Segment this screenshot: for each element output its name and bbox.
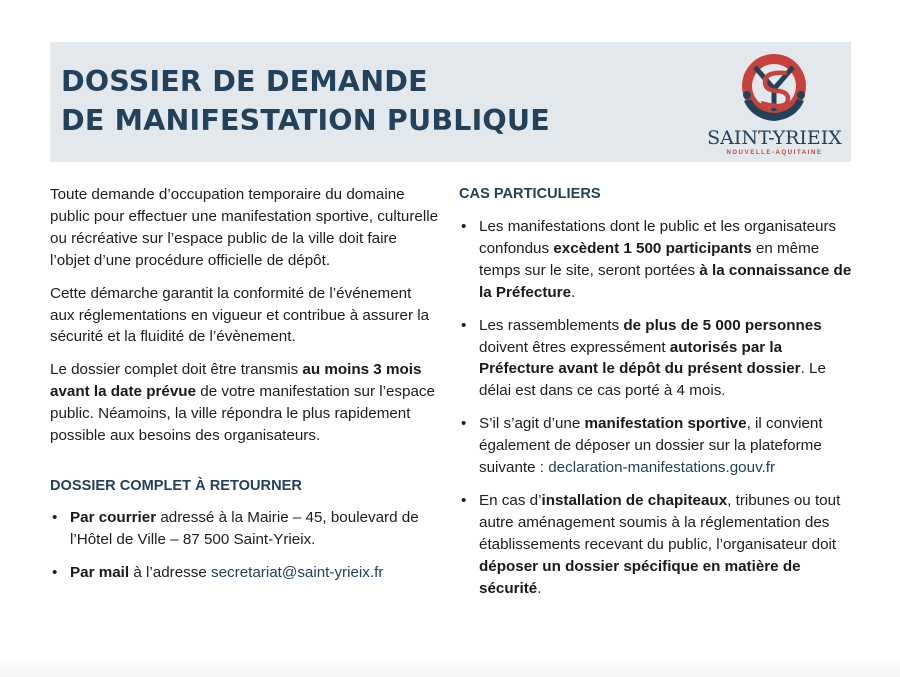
case3-text-a: S’il s’agit d’une [479, 415, 585, 433]
saint-yrieix-logo-icon [707, 49, 842, 129]
header-banner [50, 42, 851, 162]
left-column [50, 184, 440, 595]
deadline-emphasis: au moins 3 mois avant la date prévue [50, 361, 422, 401]
case2-text-c: doivent êtres expressément [479, 338, 670, 356]
email-link[interactable]: secretariat@saint-yrieix.fr [211, 563, 384, 581]
case2-emph-d: autorisés par la Préfecture avant le dépôt du présent dossier [479, 338, 801, 378]
intro-paragraph: Toute demande d’occupation temporaire du domaine public pour effectuer une manifestation sportive, culturelle ou récréative sur l’espace public de la ville doit faire l’objet d’une procédure officielle de dépôt. [50, 186, 439, 269]
case4-emph-b: installation de chapiteaux [541, 491, 728, 509]
title-line-2: DE MANIFESTATION PUBLIQUE [61, 104, 550, 137]
deadline-paragraph [50, 359, 440, 447]
list-item [50, 507, 440, 551]
deadline-text-1: Le dossier complet doit être transmis [50, 361, 303, 379]
case2-text-e: . Le délai est dans ce cas porté à 4 mois. [479, 360, 826, 400]
return-method-list [50, 507, 440, 584]
special-cases-title: CAS PARTICULIERS [459, 186, 601, 202]
deadline-text-2: de votre manifestation sur l’espace public. Néamoins, la ville répondra le plus rapidement possible aux besoins des organisateurs. [50, 383, 435, 445]
city-logo [707, 49, 842, 159]
case3-text-c: , il convient également de déposer un dossier sur la plateforme suivante : [479, 415, 823, 477]
email-text: à l’adresse [129, 563, 211, 581]
list-item [459, 216, 854, 304]
right-column [459, 184, 854, 611]
case2-text-a: Les rassemblements [479, 316, 624, 334]
page-bottom-edge [0, 657, 900, 677]
email-method-label: Par mail [70, 563, 130, 581]
list-item [459, 490, 854, 600]
list-item [50, 562, 440, 584]
case1-emph-b: excèdent 1 500 participants [553, 239, 752, 257]
list-item [459, 315, 854, 403]
case1-text-c: en même temps sur le site, seront portées [479, 239, 820, 279]
logo-region-name: NOUVELLE-AQUITAINE [726, 150, 823, 156]
case3-emph-b: manifestation sportive [584, 415, 747, 433]
list-item [459, 413, 854, 479]
case4-text-a: En cas d’ [479, 491, 542, 509]
case2-emph-b: de plus de 5 000 personnes [623, 316, 822, 334]
purpose-paragraph: Cette démarche garantit la conformité de l’événement aux réglementations en vigueur et contribue à assurer la sécurité et la fluidité de l’évènement. [50, 284, 430, 346]
case4-text-c: , tribunes ou tout autre aménagement soumis à la réglementation des établissements recevant du public, l’organisateur doit [479, 491, 841, 553]
return-section-title: DOSSIER COMPLET À RETOURNER [50, 477, 302, 494]
case4-text-e: . [537, 579, 542, 597]
case1-text-a: Les manifestations dont le public et les organisateurs confondus [479, 218, 837, 257]
case4-emph-d: déposer un dossier spécifique en matière de sécurité [479, 557, 801, 597]
mail-address-text: adressé à la Mairie – 45, boulevard de l’Hôtel de Ville – 87 500 Saint-Yrieix. [70, 508, 419, 548]
case1-emph-d: à la connaissance de la Préfecture [479, 261, 852, 301]
declaration-link[interactable]: declaration-manifestations.gouv.fr [548, 459, 776, 477]
case1-text-e: . [571, 283, 576, 301]
mail-method-label: Par courrier [70, 508, 157, 526]
title-line-1: DOSSIER DE DEMANDE [61, 65, 428, 98]
logo-city-name: SAINT-YRIEIX [707, 127, 842, 149]
page-title [61, 62, 550, 140]
special-cases-list [459, 216, 854, 600]
